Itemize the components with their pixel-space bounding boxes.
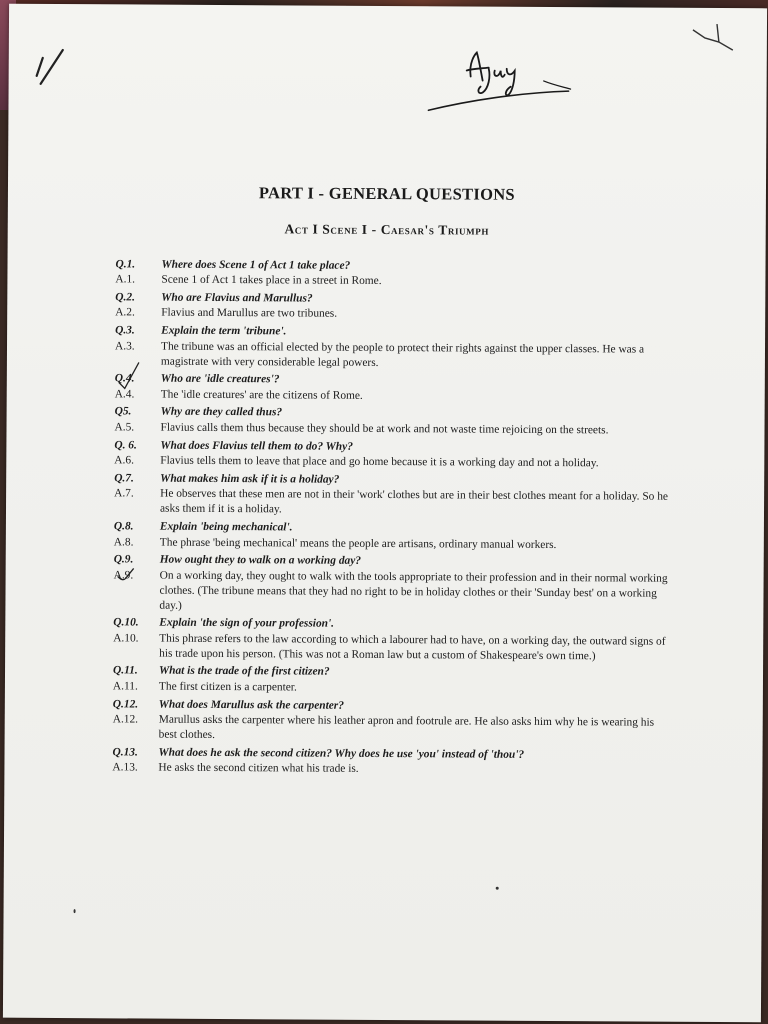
- ink-speck-left: [74, 909, 76, 913]
- question-text: What makes him ask if it is a holiday?: [160, 472, 340, 486]
- margin-tick-mark: [31, 42, 71, 92]
- answer-row: [115, 387, 675, 405]
- question-label: Q.12.: [112, 697, 139, 711]
- part-title: PART I - GENERAL QUESTIONS: [258, 183, 516, 204]
- question-label: Q5.: [114, 405, 132, 418]
- answer-row: [113, 568, 673, 616]
- question-text: Explain the term 'tribune'.: [161, 324, 287, 338]
- answer-text: The tribune was an official elected by the people to protect their rights against the upper classes. He was a magistrate with very considerable legal powers.: [160, 340, 645, 369]
- answer-text: This phrase refers to the law according to which a labourer had to have, on a working day, the outward signs of his trade upon his person. (This was not a Roman law but a custom of Shakespeare's own time.): [159, 632, 666, 663]
- answer-label: A.11.: [112, 680, 138, 693]
- answer-row: [114, 535, 674, 553]
- answer-text: The 'idle creatures' are the citizens of Rome.: [160, 388, 363, 402]
- qa-list: [112, 254, 675, 779]
- answer-row: [113, 631, 673, 664]
- answer-row: [113, 679, 673, 697]
- answer-text: He asks the second citizen what his trade is.: [158, 762, 359, 776]
- answer-label: A.9.: [113, 569, 134, 582]
- act-scene-title: Act I Scene I - Caesar's Triumph: [284, 221, 490, 238]
- handwritten-signature: [418, 40, 578, 121]
- question-label: Q. 6.: [114, 438, 137, 452]
- answer-label: A.6.: [114, 454, 134, 467]
- answer-label: A.2.: [115, 306, 135, 319]
- question-text: Who are 'idle creatures'?: [160, 372, 280, 386]
- answer-text: Marullus asks the carpenter where his leather apron and footrule are. He also asks him why he is wearing his best clothes.: [158, 713, 655, 742]
- ink-speck: [496, 887, 499, 890]
- answer-row: [115, 273, 675, 291]
- answer-text: The phrase 'being mechanical' means the people are artisans, ordinary manual workers.: [159, 536, 557, 551]
- question-label: Q.7.: [114, 472, 134, 485]
- answer-row: [112, 761, 672, 779]
- answer-label: A.8.: [113, 535, 134, 548]
- answer-row: [115, 306, 675, 324]
- answer-label: A.1.: [115, 273, 136, 286]
- answer-text: On a working day, they ought to walk with the tools appropriate to their profession and in their normal working clothes. (The tribune means that they had no right to be in holiday clothes or their 'Sunday best' on a working day.): [159, 569, 668, 612]
- question-text: What is the trade of the first citizen?: [158, 665, 330, 679]
- answer-row: [114, 420, 674, 438]
- question-label: Q.1.: [115, 257, 136, 271]
- corner-check-mark: [689, 20, 739, 56]
- question-text: What does Flavius tell them to do? Why?: [160, 439, 353, 453]
- answer-text: Flavius calls them thus because they should be at work and not waste time rejoicing on the streets.: [160, 421, 609, 437]
- question-label: Q.4.: [114, 372, 135, 385]
- answer-row: [113, 713, 673, 746]
- question-text: Who are Flavius and Marullus?: [161, 291, 313, 305]
- question-label: Q.11.: [112, 664, 138, 677]
- question-label: Q.2.: [115, 291, 135, 304]
- question-label: Q.13.: [112, 746, 138, 759]
- document-page: [3, 4, 767, 1023]
- question-text: What does he ask the second citizen? Why does he use 'you' instead of 'thou'?: [158, 746, 525, 761]
- answer-text: Flavius and Marullus are two tribunes.: [161, 307, 338, 321]
- answer-label: A.12.: [112, 713, 139, 726]
- answer-label: A.4.: [114, 388, 135, 401]
- answer-text: Flavius tells them to leave that place and go home because it is a working day and not a holiday.: [160, 454, 599, 470]
- answer-label: A.13.: [112, 761, 138, 774]
- question-label: Q.10.: [113, 616, 139, 629]
- question-label: Q.3.: [115, 324, 135, 337]
- answer-row: [114, 453, 674, 471]
- answer-text: The first citizen is a carpenter.: [158, 680, 297, 694]
- question-text: Explain 'the sign of your profession'.: [159, 616, 335, 630]
- question-text: Where does Scene 1 of Act 1 take place?: [161, 258, 351, 272]
- answer-row: [115, 339, 675, 372]
- question-text: How ought they to walk on a working day?: [159, 553, 362, 567]
- answer-text: Scene 1 of Act 1 takes place in a street in Rome.: [161, 273, 382, 288]
- question-text: Explain 'being mechanical'.: [159, 520, 293, 534]
- question-text: What does Marullus ask the carpenter?: [158, 698, 345, 712]
- question-label: Q.8.: [113, 520, 134, 533]
- question-label: Q.9.: [113, 553, 134, 566]
- answer-label: A.3.: [114, 339, 135, 353]
- answer-label: A.7.: [114, 487, 134, 500]
- question-text: Why are they called thus?: [160, 405, 283, 419]
- answer-text: He observes that these men are not in their 'work' clothes but are in their best clothes meant for a holiday. So he asks them if it is a holiday.: [159, 487, 669, 516]
- answer-label: A.10.: [113, 632, 139, 645]
- answer-row: [114, 487, 674, 520]
- answer-label: A.5.: [114, 421, 135, 434]
